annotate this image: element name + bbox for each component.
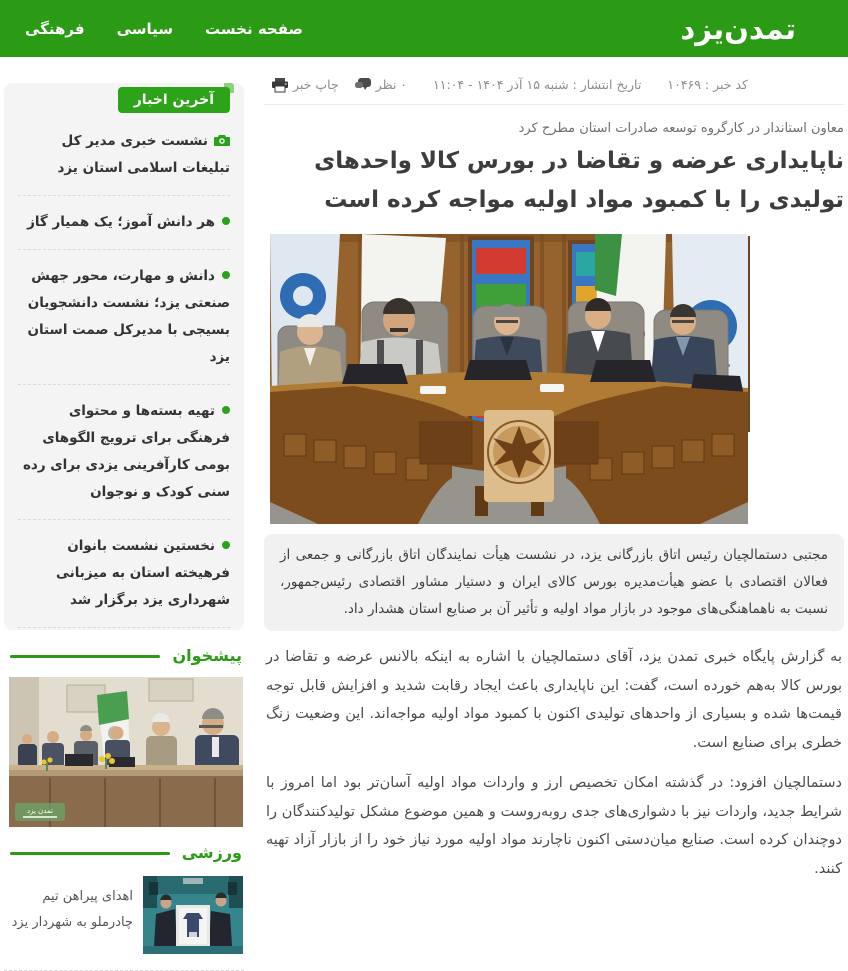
news-item-text: تهیه بسته‌ها و محتوای فرهنگی برای ترویج الگوهای بومی کارآفرینی یزدی برای رده سنی کودک و نوجوان	[22, 403, 230, 500]
news-item-text: نشست خبری مدیر کل تبلیغات اسلامی استان یزد	[57, 133, 230, 176]
print-button[interactable]: چاپ خبر	[272, 77, 339, 92]
news-list-item[interactable]	[18, 196, 230, 250]
latest-news-header	[18, 87, 230, 115]
pishkhan-photo-illustration	[9, 677, 243, 827]
article-meta-bar	[264, 77, 844, 105]
pishkhan-section-header	[6, 646, 242, 665]
pishkhan-photo[interactable]	[9, 677, 243, 827]
bullet-dot-icon	[222, 541, 230, 549]
latest-news-title: آخرین اخبار	[118, 87, 230, 113]
nav-item-culture[interactable]: فرهنگی	[25, 19, 85, 38]
news-item-text: نخستین نشست بانوان فرهیخته استان به میزبانی شهرداری یزد برگزار شد	[55, 538, 230, 608]
photo-watermark	[15, 803, 65, 821]
article-lead: مجتبی دستمالچیان رئیس اتاق بازرگانی یزد، در نشست هیأت نمایندگان اتاق بازرگانی و جمعی از فعالان اقتصادی با عضو هیأت‌مدیره بورس کالای ایران و دستیار مشاور اقتصادی رئیس‌جمهور، نسبت به ناهماهنگی‌های موجود در بازار مواد اولیه و تأثیر آن بر صنایع استان هشدار داد.	[264, 534, 844, 631]
nav-item-politics[interactable]: سیاسی	[116, 19, 174, 38]
section-rule	[10, 655, 160, 658]
nav-item-home[interactable]: صفحه نخست	[205, 19, 304, 38]
news-list-item[interactable]	[18, 115, 230, 196]
bullet-dot-icon	[222, 217, 230, 225]
sports-thumb-illustration	[143, 876, 243, 954]
camera-icon	[214, 134, 230, 146]
bullet-dot-icon	[222, 406, 230, 414]
bullet-dot-icon	[222, 271, 230, 279]
site-logo[interactable]: تمدن‌یزد	[680, 11, 796, 46]
speech-bubbles-icon	[355, 78, 371, 91]
desk-emblem	[484, 410, 554, 502]
news-item-text: دانش و مهارت، محور جهش صنعتی یزد؛ نشست دانشجویان بسیجی با مدیرکل صمت استان یزد	[27, 268, 230, 365]
comments-button[interactable]: ۰ نظر	[355, 77, 407, 92]
pishkhan-title[interactable]: پیشخوان	[172, 646, 242, 665]
wall-frame	[149, 679, 193, 701]
article-code: کد خبر : ۱۰۴۶۹	[667, 77, 748, 92]
article-date: تاریخ انتشار : شنبه ۱۵ آذر ۱۴۰۴ - ۱۱:۰۴	[433, 77, 642, 92]
section-rule	[10, 852, 170, 855]
framed-jersey	[176, 905, 210, 947]
sports-item-text: اهدای پیراهن تیم چادرملو به شهردار یزد	[11, 889, 133, 930]
sidebar	[4, 83, 244, 971]
article-photo-illustration	[270, 234, 748, 524]
news-item-text: هر دانش آموز؛ یک همیار گاز	[27, 214, 215, 230]
sports-section-header	[6, 843, 242, 862]
sports-news-item[interactable]	[4, 874, 244, 971]
article-main	[264, 57, 848, 883]
main-nav	[25, 20, 303, 38]
news-list-item[interactable]	[18, 385, 230, 520]
article-paragraph: دستمالچیان افزود: در گذشته امکان تخصیص ارز و واردات مواد اولیه آسان‌تر بود اما امروز با شرایط جدید، واردات نیز با دشواری‌های جدی روبه‌روست و همین موضوع مشکل تولیدکنندگان را دوچندان کرده است. صنایع میان‌دستی اکنون ناچارند مواد اولیه مورد نیاز خود را از بازار آزاد تهیه کنند.	[266, 775, 842, 877]
sports-thumbnail	[143, 876, 243, 954]
article-photo	[270, 234, 748, 524]
ribbon-fold	[224, 83, 234, 93]
printer-icon	[272, 78, 288, 92]
svg-text:تمدن یزد: تمدن یزد	[27, 807, 53, 815]
article-paragraph: به گزارش پایگاه خبری تمدن یزد، آقای دستمالچیان با اشاره به اینکه بالانس عرضه و تقاضا در بورس کالا به‌هم خورده است، گفت: این ناپایداری باعث ایجاد رقابت شدید و افزایش قابل توجه قیمت‌ها شده و بسیاری از واحدهای تولیدی اکنون با کمبود مواد اولیه مواجه‌اند. این وضعیت زنگ خطری برای صنایع است.	[266, 649, 842, 751]
article-actions	[272, 77, 407, 92]
news-list-item[interactable]	[18, 250, 230, 385]
article-title: ناپایداری عرضه و تقاضا در بورس کالا واحدهای تولیدی را با کمبود مواد اولیه مواجه کرده است	[314, 148, 844, 213]
sports-title[interactable]: ورزشی	[181, 843, 242, 862]
article-kicker: معاون استاندار در کارگروه توسعه صادرات استان مطرح کرد	[518, 121, 844, 136]
site-header	[0, 0, 848, 57]
news-list-item[interactable]	[18, 520, 230, 628]
latest-news-panel	[4, 83, 244, 630]
